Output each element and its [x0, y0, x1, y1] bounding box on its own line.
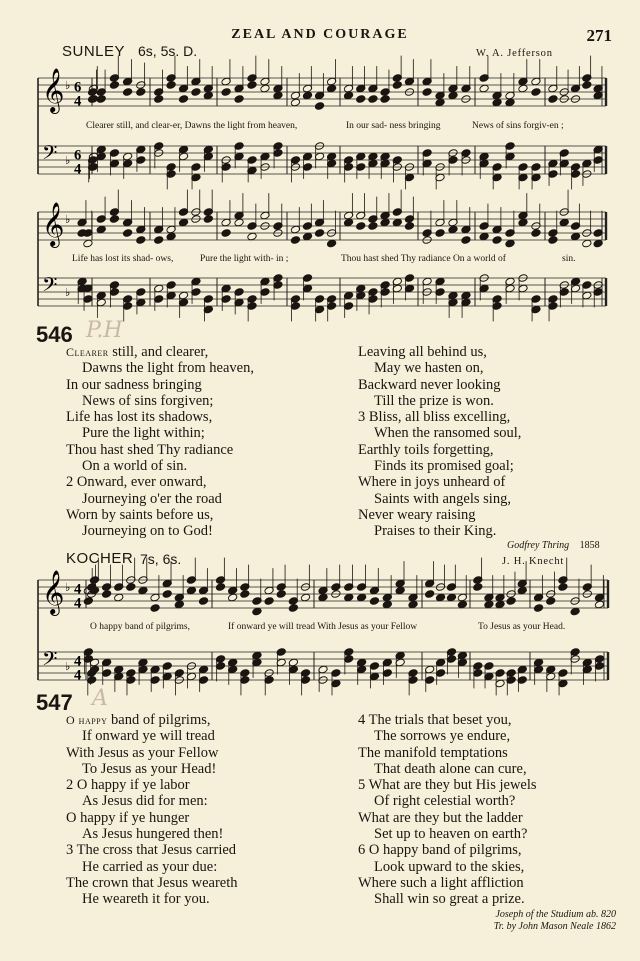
note-head: [548, 236, 558, 245]
note-head: [314, 229, 324, 238]
note-head: [260, 84, 270, 93]
flat-sign-icon: ♭: [65, 213, 71, 227]
verse-line: The sorrows ye endure,: [374, 728, 511, 745]
bass-clef-icon: 𝄢: [42, 272, 58, 301]
time-signature-bottom: 4: [74, 161, 82, 178]
note-head: [191, 88, 201, 97]
note-head: [461, 236, 471, 245]
lyric-line-1b: In our sad- ness bringing: [346, 121, 441, 131]
verse-line: He weareth it for you.: [82, 891, 210, 908]
verse-line: The crown that Jesus weareth: [66, 874, 238, 891]
note-head: [174, 600, 184, 609]
verse-line: Finds its promised goal;: [374, 458, 514, 475]
note-head: [356, 593, 366, 602]
note-head: [288, 604, 298, 613]
note-head: [290, 98, 300, 107]
note-head: [221, 229, 231, 238]
note-head: [203, 91, 213, 100]
verse-line: Life has lost its shadows,: [66, 409, 213, 426]
library-stamp: P.H: [86, 318, 123, 343]
note-head: [126, 583, 136, 592]
note-head: [122, 229, 132, 238]
note-head: [382, 600, 392, 609]
verse-line: O happy if ye hunger: [66, 809, 190, 826]
page-header: ZEAL AND COURAGE: [231, 27, 409, 42]
note-head: [198, 597, 208, 606]
note-head: [392, 81, 402, 90]
note-head: [318, 593, 328, 602]
tune-meter-sunley: 6s, 5s. D.: [138, 43, 198, 59]
note-head: [368, 95, 378, 104]
note-head: [548, 95, 558, 104]
note-head: [314, 102, 324, 111]
verse-line: 2 O happy if ye labor: [66, 777, 190, 794]
verse-line-text: band of pilgrims,: [107, 712, 211, 728]
note-head: [425, 590, 435, 599]
lyric-547-a: O happy band of pilgrims,: [90, 622, 191, 632]
library-stamp-547: A: [92, 686, 108, 711]
verse-line: May we hasten on,: [374, 360, 484, 377]
note-head: [247, 81, 257, 90]
note-head: [252, 607, 262, 616]
verse-line: Till the prize is won.: [374, 392, 494, 409]
tune-name-kocher: KOCHER: [66, 550, 134, 567]
verse-line: 6 O happy band of pilgrims,: [358, 842, 522, 859]
verse-line: Backward never looking: [358, 376, 501, 393]
verse-line: Saints with angels sing,: [374, 490, 511, 507]
note-head: [96, 95, 106, 104]
verse-line: Journeying o'er the road: [82, 490, 222, 507]
verse-opening-word: O happy: [66, 713, 108, 727]
note-head: [343, 91, 353, 100]
note-head: [264, 597, 274, 606]
note-head: [136, 88, 146, 97]
note-head: [228, 593, 238, 602]
note-head: [203, 215, 213, 224]
verse-line: [66, 344, 254, 360]
flat-sign-icon: ♭: [65, 154, 71, 168]
time-signature-top: 6: [74, 79, 82, 96]
time-signature-bottom: 4: [74, 667, 82, 684]
hymn-547-column-1: [66, 712, 238, 908]
verse-line: With Jesus as your Fellow: [66, 744, 219, 761]
flat-sign-icon: ♭: [65, 79, 71, 93]
composer-knecht: J. H. Knecht: [502, 556, 565, 567]
verse-line: Look upward to the skies,: [374, 858, 525, 875]
note-head: [162, 590, 172, 599]
note-head: [109, 81, 119, 90]
note-head: [559, 218, 569, 227]
note-head: [215, 583, 225, 592]
verse-line-text: still, and clearer,: [108, 344, 209, 360]
note-head: [479, 84, 489, 93]
note-head: [505, 239, 515, 248]
note-head: [326, 84, 336, 93]
verse-line: 3 The cross that Jesus carried: [66, 842, 237, 859]
note-head: [83, 597, 93, 606]
note-head: [302, 91, 312, 100]
verse-line: [66, 712, 238, 728]
note-head: [517, 586, 527, 595]
note-head: [380, 95, 390, 104]
note-head: [300, 593, 310, 602]
verse-line: Thou hast shed Thy radiance: [66, 441, 234, 458]
verse-line: In our sadness bringing: [66, 376, 202, 393]
note-head: [570, 232, 580, 241]
note-head: [518, 84, 528, 93]
note-head: [166, 81, 176, 90]
note-head: [546, 597, 556, 606]
flat-sign-icon: ♭: [65, 660, 71, 674]
note-head: [505, 98, 515, 107]
verse-line: Pure the light within;: [82, 425, 205, 442]
note-head: [178, 218, 188, 227]
verse-line: News of sins forgiven;: [82, 392, 214, 409]
note-head: [435, 229, 445, 238]
note-head: [558, 583, 568, 592]
note-head: [404, 222, 414, 231]
note-head: [290, 236, 300, 245]
note-head: [484, 600, 494, 609]
note-head: [368, 222, 378, 231]
note-head: [276, 590, 286, 599]
note-head: [518, 218, 528, 227]
verse-line: Of right celestial worth?: [374, 793, 516, 810]
note-head: [435, 98, 445, 107]
verse-line: To Jesus as your Head!: [82, 760, 217, 777]
note-head: [570, 607, 580, 616]
bass-clef-icon: 𝄢: [42, 646, 58, 675]
note-head: [408, 600, 418, 609]
note-head: [531, 88, 541, 97]
tune-meter-kocher: 7s, 6s.: [140, 551, 182, 567]
lyric-line-2a: Life has lost its shad- ows,: [72, 254, 174, 264]
page-number: 271: [586, 26, 612, 45]
verse-line: Leaving all behind us,: [358, 344, 487, 360]
verse-line: Praises to their King.: [374, 523, 497, 540]
verse-line: Never weary raising: [358, 506, 476, 523]
note-head: [495, 600, 505, 609]
note-head: [114, 593, 124, 602]
note-head: [302, 232, 312, 241]
note-head: [234, 218, 244, 227]
note-head: [83, 239, 93, 248]
verse-line: What are they but the ladder: [358, 809, 523, 826]
bass-clef-icon: 𝄢: [42, 140, 58, 169]
verse-line: Worn by saints before us,: [66, 506, 214, 523]
time-signature-top: 6: [74, 147, 82, 164]
author-name: Godfrey Thring: [507, 540, 570, 551]
verse-line: The manifold temptations: [358, 744, 508, 761]
note-head: [273, 91, 283, 100]
author-year: 1858: [579, 540, 600, 551]
verse-line: Set up to heaven on earth?: [374, 826, 528, 843]
note-head: [422, 88, 432, 97]
verse-line: 4 The trials that beset you,: [358, 712, 512, 728]
note-head: [247, 232, 257, 241]
lyric-547-b: If onward ye will tread With Jesus as your Fellow: [228, 622, 418, 632]
verse-line: As Jesus did for men:: [82, 793, 208, 810]
note-head: [369, 597, 379, 606]
tune-name-sunley: SUNLEY: [62, 43, 126, 60]
note-head: [96, 225, 106, 234]
verse-opening-word: Clearer: [66, 345, 109, 359]
lyric-line-1a: Clearer still, and clear-er, Dawns the light from heaven,: [86, 121, 298, 131]
time-signature-bottom: 4: [74, 93, 82, 110]
verse-line: Dawns the light from heaven,: [82, 360, 254, 377]
note-head: [473, 583, 483, 592]
verse-line: As Jesus hungered then!: [82, 826, 224, 843]
note-head: [435, 593, 445, 602]
lyric-line-2b: Pure the light with- in ;: [200, 254, 289, 264]
note-head: [395, 586, 405, 595]
hymn-547-column-2: [358, 712, 537, 908]
verse-line: Where in joys unheard of: [358, 474, 506, 491]
note-head: [356, 222, 366, 231]
lyric-line-2c: Thou hast shed Thy radiance On a world of: [341, 254, 506, 264]
treble-clef-icon: 𝄞: [42, 68, 65, 113]
treble-clef-icon: 𝄞: [42, 570, 65, 615]
verse-line: 2 Onward, ever onward,: [66, 474, 207, 491]
lyric-line-1c: News of sins forgiv-en ;: [472, 121, 564, 131]
time-signature-top: 4: [74, 653, 82, 670]
note-head: [492, 98, 502, 107]
note-head: [506, 597, 516, 606]
verse-line: Earthly toils forgetting,: [358, 441, 494, 458]
hymn-number-547: 547: [36, 690, 73, 715]
translation-credit: [494, 909, 616, 933]
note-head: [136, 236, 146, 245]
note-head: [154, 236, 164, 245]
note-head: [221, 88, 231, 97]
credit-line-1: Joseph of the Studium ab. 820: [495, 909, 616, 920]
lyric-line-2d: sin.: [562, 254, 576, 264]
flat-sign-icon: ♭: [65, 286, 71, 300]
note-head: [154, 95, 164, 104]
hymn-546-column-2: [358, 344, 521, 540]
note-head: [392, 218, 402, 227]
note-head: [344, 593, 354, 602]
note-head: [446, 593, 456, 602]
note-head: [122, 88, 132, 97]
note-head: [240, 590, 250, 599]
credit-line-2: Tr. by John Mason Neale 1862: [493, 921, 616, 932]
time-signature-bottom: 4: [74, 595, 82, 612]
verse-line: Journeying on to God!: [82, 523, 213, 540]
note-head: [448, 225, 458, 234]
verse-line: When the ransomed soul,: [374, 425, 522, 442]
note-head: [582, 239, 592, 248]
note-head: [150, 604, 160, 613]
hymn-546-column-1: [66, 344, 254, 540]
verse-line: That death alone can cure,: [374, 760, 527, 777]
verse-line: He carried as your due:: [82, 858, 218, 875]
note-head: [533, 604, 543, 613]
note-head: [594, 600, 604, 609]
lyric-547-c: To Jesus as your Head.: [478, 622, 566, 632]
note-head: [380, 218, 390, 227]
note-head: [457, 600, 467, 609]
verse-line: Where such a light affliction: [358, 874, 524, 891]
author-credit-546: [507, 540, 600, 551]
note-head: [138, 586, 148, 595]
note-head: [186, 586, 196, 595]
verse-line: On a world of sin.: [82, 458, 188, 475]
note-head: [178, 95, 188, 104]
note-head: [109, 215, 119, 224]
note-head: [166, 232, 176, 241]
treble-clef-icon: 𝄞: [42, 202, 65, 247]
note-head: [492, 236, 502, 245]
composer-jefferson: W. A. Jefferson: [476, 48, 553, 59]
verse-line: 3 Bliss, all bliss excelling,: [358, 409, 511, 426]
time-signature-top: 4: [74, 581, 82, 598]
hymn-number-546: 546: [36, 322, 73, 347]
note-head: [593, 239, 603, 248]
note-head: [356, 95, 366, 104]
note-head: [101, 590, 111, 599]
flat-sign-icon: ♭: [65, 581, 71, 595]
verse-line: If onward ye will tread: [82, 728, 215, 745]
note-head: [343, 218, 353, 227]
note-head: [326, 239, 336, 248]
verse-line: Shall win so great a prize.: [374, 891, 525, 908]
note-head: [582, 81, 592, 90]
note-head: [234, 95, 244, 104]
note-head: [448, 91, 458, 100]
note-head: [531, 229, 541, 238]
verse-line: 5 What are they but His jewels: [358, 777, 537, 794]
note-head: [479, 232, 489, 241]
